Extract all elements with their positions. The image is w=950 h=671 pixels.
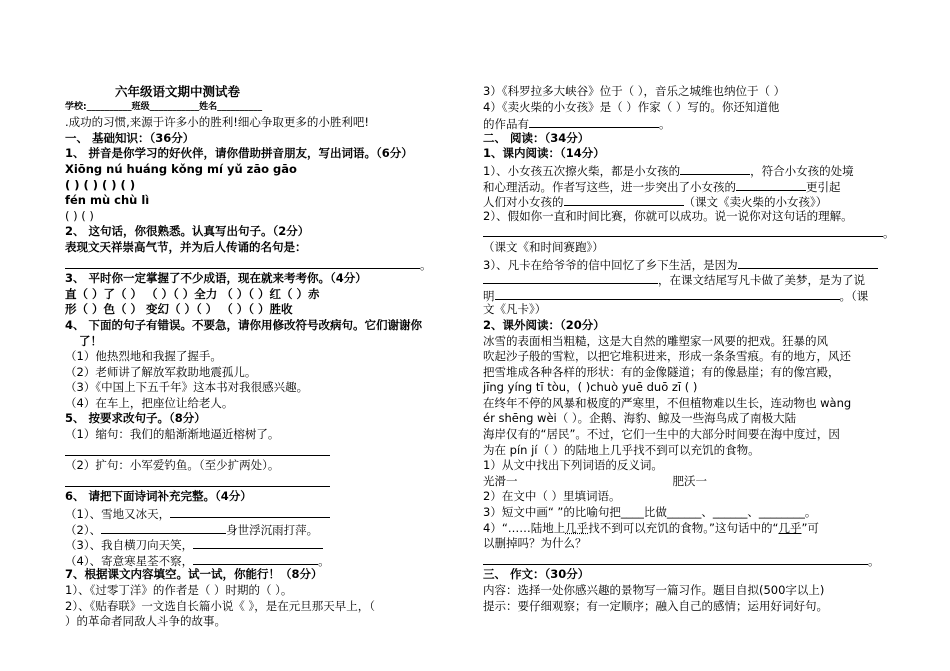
passage-line-2: 吹起沙子般的雪粒，以把它堆积进来，形成一条条雪痕。有的地方，风还 [483,349,851,364]
sentence-4-4: （4）在车上，把座位让给老人。 [65,395,234,410]
question-6: 6、 请把下面诗词补充完整。（4分） [65,489,252,504]
reading-1-q3-end: 明 。（课 [483,288,869,303]
reading-1-q3: 3）、凡卡在给爷爷的信中回忆了乡下生活，是因为 [483,256,898,272]
works-blank[interactable] [529,115,659,128]
passage-line-5: 在终年不停的风暴和极度的严寒里，不但植物难以生长，连动物也 wàng [483,395,852,410]
poem-blank-4[interactable] [193,552,318,565]
reading-1-q1-end: 人们对小女孩的 （课文《卖火柴的小女孩》） [483,195,828,210]
right-column [483,84,898,614]
answer-line-q2[interactable]: 。 [65,256,485,272]
poem-line-2: （2）、 身世浮沉雨打萍。 [65,522,319,537]
antonym-row: 光滑一 肥沃一 [483,473,707,488]
idiom-row-1: 直（ ）了（ ） （ ）（ ）全力 （ ）（ ）红（ ）赤 [65,286,320,301]
poem-blank-2[interactable] [101,521,226,534]
section-2-heading: 二、 阅读：（34分） [483,130,590,145]
essay-tips: 提示：要仔细观察；有一定顺序；融入自己的感情；运用好词好句。 [483,598,828,613]
pinyin-row-2: fén mù chù lì [65,193,150,208]
question-4-cont: 了！ [79,333,102,348]
reading-blank-1[interactable] [680,162,750,175]
passage-line-4: jīng yíng tī tòu，( )chuò yuē duō zī ( ) [483,380,698,395]
question-7-3: 3）《科罗拉多大峡谷》位于（ ），音乐之城维也纳位于（ ） [483,84,786,98]
reading-1-q2: 2）、假如你一直和时间比赛，你就可以成功。说一说你对这句话的理解。 [483,208,853,223]
reading-2-q2: 2）在文中（ ）里填词语。 [483,489,621,504]
reading-blank-3[interactable] [564,193,684,206]
reading-1-q1-cont: 和心理活动。作者写这些，进一步突出了小女孩的 更引起 [483,179,841,194]
poem-line-3: （3）、我自横刀向天笑， [65,536,485,552]
answer-line-5-2[interactable] [65,474,485,490]
question-7: 7、根据课文内容填空。试一试，你能行！（8分） [65,567,323,582]
essay-content: 内容：选择一处你感兴趣的景物写一篇习作。题目自拟(500字以上) [483,583,825,597]
reading-1-q3-source: 文《凡卡》） [483,302,547,317]
motto: .成功的习惯,来源于许多小的胜利!细心争取更多的小胜利吧! [65,115,370,130]
reading-1-q3-cont: ，在课文结尾写凡卡做了美梦，是为了说 [483,271,898,287]
section-1-heading: 一、 基础知识：（36分） [65,130,195,145]
passage-line-1: 冰雪的表面相当粗糙，这是大自然的雕塑家一风要的把戏。狂暴的风 [483,333,828,348]
question-2-prompt: 表现文天祥崇高气节，并为后人传诵的名句是： [65,239,307,254]
question-7-2-cont: ）的革命者同敌人斗争的故事。 [65,614,226,629]
header-fields: 学校:__________班级___________姓名__________ [65,101,263,112]
reading-blank-2[interactable] [736,178,806,191]
left-column [65,84,485,630]
reading-1-q1: 1）、小女孩五次擦火柴，都是小女孩的 ，符合小女孩的处境 [483,163,854,178]
sentence-4-2: （2）老师讲了解放军救助地震孤儿。 [65,364,257,379]
reading-blank-6[interactable] [495,287,840,300]
blank-row-2: ( ) ( ) [65,208,94,223]
poem-blank-1[interactable] [170,505,330,518]
sentence-4-3: （3）《中国上下五千年》这本书对我很感兴趣。 [65,380,309,395]
sentence-5-1: （1）缩句：我们的船渐渐地逼近榕树了。 [65,427,280,442]
poem-line-4: （4）、寄意寒星荃不察， 。 [65,553,330,568]
answer-line-5-1[interactable] [65,443,485,459]
question-2: 2、 这句话，你很熟悉。认真写出句子。（2分） [65,224,310,239]
pinyin-row-1: Xiōng nú huáng kǒng mí yǔ zāo gāo [65,161,297,176]
exam-title: 六年级语文期中测试卷 [115,84,241,99]
sentence-4-1: （1）他热烈地和我握了握手。 [65,349,222,364]
passage-line-6: ér shēng wèi（ ）。企鹅、海豹、鲸及一些海鸟成了南极大陆 [483,411,797,426]
reading-blank-5[interactable] [483,271,658,284]
poem-blank-3[interactable] [193,536,323,549]
question-7-1: 1）、《过零丁洋》的作者是（ ）时期的（ ）。 [65,583,293,597]
reading-2-q1: 1）从文中找出下列词语的反义词。 [483,458,663,473]
question-7-4: 4）《卖火柴的小女孩》是（ ）作家（ ）写的。你还知道他 [483,99,780,114]
reading-2-q4: 4）“……陆地上几乎找不到可以充饥的食物。”这句话中的“几乎”可 [483,520,819,535]
question-7-2: 2）、《贴春联》一文选自长篇小说《 》，是在元旦那天早上，（ [65,598,375,613]
question-1: 1、 拼音是你学习的好伙伴，请你借助拼音朋友，写出词语。（6分） [65,146,413,161]
question-7-4-cont: 的作品有 。 [483,117,671,132]
reading-2-q4-cont: 以删掉吗？为什么？ [483,536,587,551]
question-3: 3、 平时你一定掌握了不少成语，现在就来考考你。（4分） [65,271,367,286]
poem-line-1: （1）、雪地又冰天， [65,505,485,521]
answer-line-r2[interactable]: 。 [483,224,898,240]
sentence-5-2: （2）扩句：小军爱钓鱼。（至少扩两处）。 [65,458,280,473]
blank-row-1: ( ) ( ) ( ) ( ) [65,177,136,192]
answer-line-r4[interactable]: 。 [483,552,898,568]
question-4: 4、 下面的句子有错误。不要急，请你用修改符号改病句。它们谢谢你 [65,317,423,332]
idiom-row-2: 形（ ）色（ ） 变幻（ ）（ ） （ ）（ ）胜收 [65,302,293,317]
passage-line-7: 海岸仅有的“居民”。不过，它们一生中的大部分时间要在海中度过，因 [483,427,840,442]
passage-line-8: 为在 pín jí（ ）的陆地上几乎找不到可以充饥的食物。 [483,442,760,457]
passage-line-3: 把雪堆成各种各样的形状：有的金像隧道；有的像悬崖；有的像宫殿， [483,364,840,379]
reading-2-heading: 2、课外阅读：（20分） [483,317,605,332]
section-3-heading: 三、 作文：（30分） [483,567,590,582]
reading-1-q2-source: （课文《和时间赛跑》） [483,239,604,254]
reading-2-q3: 3）短文中画“ ”的比喻句把____比做______、______、________。 [483,505,817,520]
reading-1-heading: 1、课内阅读：（14分） [483,146,605,161]
reading-blank-4[interactable] [738,256,878,269]
question-5: 5、 按要求改句子。（8分） [65,411,206,426]
